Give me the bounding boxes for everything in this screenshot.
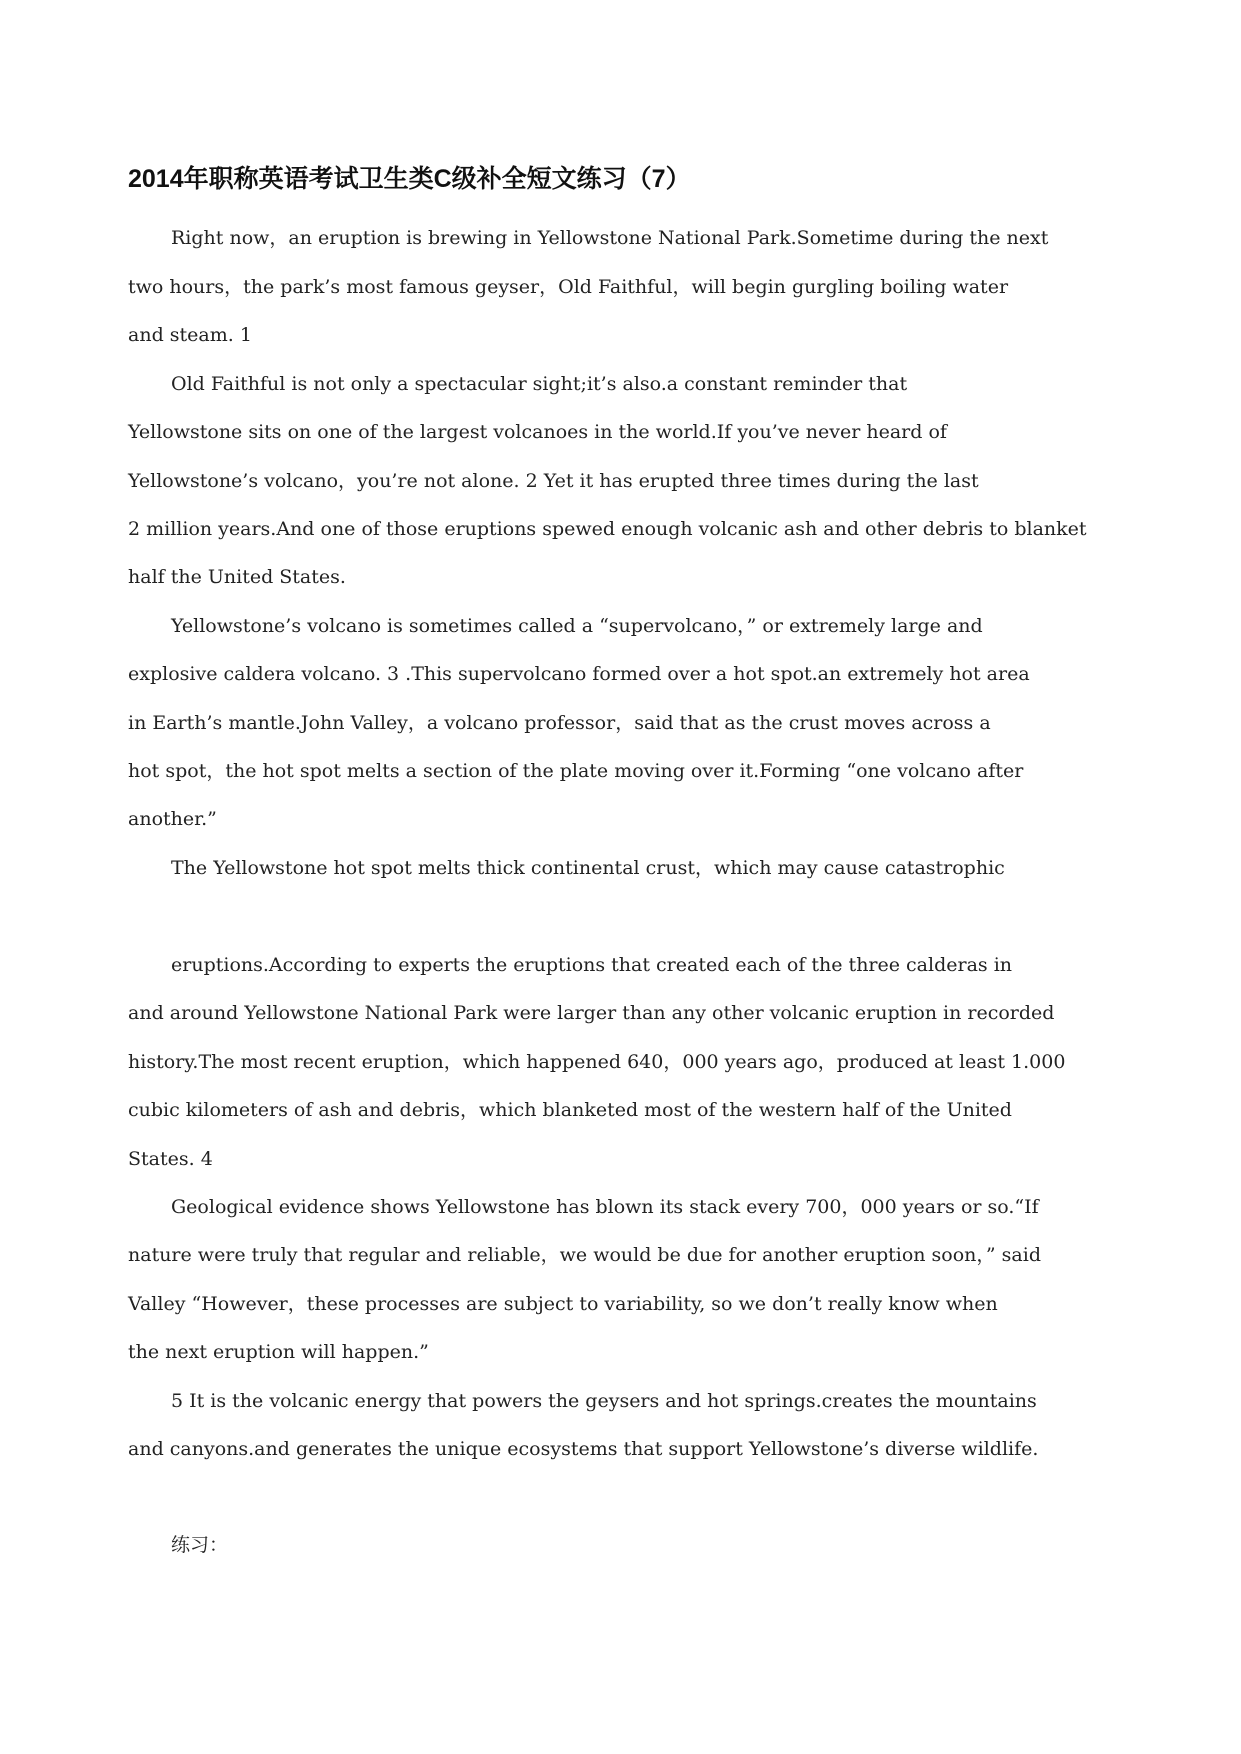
paragraph-line: eruptions.According to experts the eruptions that created each of the three calderas in (171, 954, 1013, 976)
paragraph-line: two hours，the park’s most famous geyser，Old Faithful，will begin gurgling boiling water (128, 276, 1009, 298)
paragraph-line: another.” (128, 808, 217, 830)
paragraph-line: Geological evidence shows Yellowstone has blown its stack every 700，000 years or so.“If (171, 1196, 1039, 1218)
paragraph-line: The Yellowstone hot spot melts thick continental crust，which may cause catastrophic (171, 857, 1005, 879)
paragraph-line: Valley “However，these processes are subject to variability, so we don’t really know when (128, 1293, 998, 1315)
paragraph-line: and steam. 1 (128, 324, 252, 346)
paragraph-line: the next eruption will happen.” (128, 1341, 429, 1363)
document-title: 2014年职称英语考试卫生类C级补全短文练习（7） (128, 165, 691, 193)
paragraph-line: and canyons.and generates the unique ecosystems that support Yellowstone’s diverse wildlife. (128, 1438, 1039, 1460)
paragraph-line: history.The most recent eruption，which happened 640，000 years ago，produced at least 1.000 (128, 1051, 1066, 1073)
paragraph-line: Right now，an eruption is brewing in Yellowstone National Park.Sometime during the next (171, 227, 1049, 249)
paragraph-line: Old Faithful is not only a spectacular sight;it’s also.a constant reminder that (171, 373, 908, 395)
paragraph-line: cubic kilometers of ash and debris，which blanketed most of the western half of the United (128, 1099, 1012, 1121)
paragraph-line: hot spot，the hot spot melts a section of the plate moving over it.Forming “one volcano after (128, 760, 1024, 782)
paragraph-line: Yellowstone’s volcano，you’re not alone. 2 Yet it has erupted three times during the last (128, 470, 979, 492)
exercise-heading: 练习： (171, 1534, 229, 1556)
paragraph-line: explosive caldera volcano. 3 .This supervolcano formed over a hot spot.an extremely hot area (128, 663, 1030, 685)
paragraph-line: and around Yellowstone National Park were larger than any other volcanic eruption in recorded (128, 1002, 1055, 1024)
paragraph-line: in Earth’s mantle.John Valley，a volcano professor，said that as the crust moves across a (128, 712, 991, 734)
paragraph-line: 2 million years.And one of those eruptions spewed enough volcanic ash and other debris to blanket (128, 518, 1087, 540)
paragraph-line: 5 It is the volcanic energy that powers the geysers and hot springs.creates the mountains (171, 1390, 1037, 1412)
paragraph-line: half the United States. (128, 566, 346, 588)
paragraph-line: nature were truly that regular and reliable，we would be due for another eruption soon，” said (128, 1244, 1041, 1266)
paragraph-line: States. 4 (128, 1148, 213, 1170)
paragraph-line: Yellowstone’s volcano is sometimes called a “supervolcano，” or extremely large and (171, 615, 983, 637)
paragraph-line: Yellowstone sits on one of the largest volcanoes in the world.If you’ve never heard of (128, 421, 947, 443)
